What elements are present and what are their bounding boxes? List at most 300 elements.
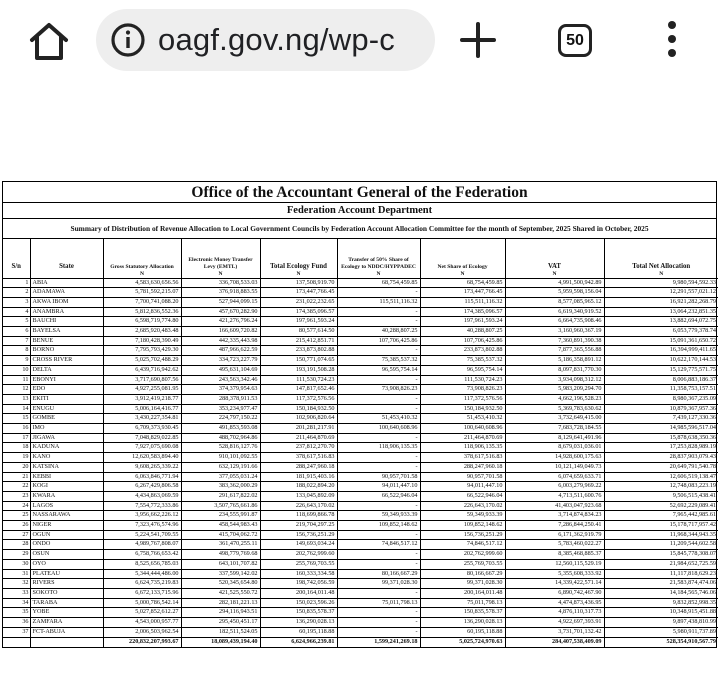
amount-cell: 109,852,148.62 <box>420 521 505 531</box>
table-row <box>3 433 718 443</box>
amount-cell: 173,447,766.45 <box>260 288 337 298</box>
amount-cell: 200,164,011.48 <box>260 589 337 599</box>
amount-cell: 527,944,099.15 <box>181 297 260 307</box>
amount-cell: - <box>337 589 420 599</box>
amount-cell: 118,699,866.78 <box>260 511 337 521</box>
column-header: VAT <box>505 239 604 270</box>
amount-cell: 5,983,209,294.70 <box>505 385 604 395</box>
serial-cell: 35 <box>3 608 30 618</box>
amount-cell: - <box>337 317 420 327</box>
amount-cell: 4,876,110,317.73 <box>505 608 604 618</box>
serial-cell: 10 <box>3 365 30 375</box>
state-cell: ADAMAWA <box>30 288 103 298</box>
amount-cell: 28,837,903,079.43 <box>604 453 718 463</box>
serial-cell: 7 <box>3 336 30 346</box>
amount-cell: 10,121,149,049.73 <box>505 462 604 472</box>
column-header: Gross Statutory Allocation <box>103 239 181 270</box>
amount-cell: 200,164,011.48 <box>420 589 505 599</box>
amount-cell: 4,927,255,081.95 <box>103 385 181 395</box>
amount-cell: 3,714,874,834.23 <box>505 511 604 521</box>
state-cell: TARABA <box>30 598 103 608</box>
table-row <box>3 618 718 628</box>
state-cell: AKWA IBOM <box>30 297 103 307</box>
amount-cell: 8,097,831,770.30 <box>505 365 604 375</box>
amount-cell: 211,464,870.69 <box>260 433 337 443</box>
amount-cell: 233,873,802.88 <box>260 346 337 356</box>
amount-cell: 52,692,229,089.41 <box>604 501 718 511</box>
amount-cell: 9,506,515,438.41 <box>604 491 718 501</box>
amount-cell: 3,912,419,218.77 <box>103 394 181 404</box>
amount-cell: 12,560,115,529.19 <box>505 559 604 569</box>
serial-cell: 23 <box>3 491 30 501</box>
amount-cell: 15,091,361,650.72 <box>604 336 718 346</box>
amount-cell: 378,617,516.83 <box>260 453 337 463</box>
state-cell: KATSINA <box>30 462 103 472</box>
amount-cell: 94,011,447.10 <box>337 482 420 492</box>
amount-cell: 15,878,638,350.36 <box>604 433 718 443</box>
amount-cell: 156,736,251.29 <box>260 530 337 540</box>
amount-cell: 3,732,649,415.00 <box>505 414 604 424</box>
amount-cell: 243,563,342.46 <box>181 375 260 385</box>
state-cell: EDO <box>30 385 103 395</box>
amount-cell: 8,525,656,785.03 <box>103 559 181 569</box>
amount-cell: - <box>337 627 420 637</box>
amount-cell: 117,372,576.56 <box>420 394 505 404</box>
serial-cell: 1 <box>3 278 30 288</box>
amount-cell: 233,873,802.88 <box>420 346 505 356</box>
amount-cell: 173,447,766.45 <box>420 288 505 298</box>
amount-cell: 7,683,728,184.55 <box>505 424 604 434</box>
url-text[interactable]: oagf.gov.ng/wp-c <box>158 22 395 57</box>
home-button[interactable] <box>26 18 72 64</box>
table-row <box>3 453 718 463</box>
amount-cell: 198,742,056.59 <box>260 579 337 589</box>
tabs-icon-count: 50 <box>566 31 584 49</box>
amount-cell: 12,748,083,223.19 <box>604 482 718 492</box>
state-cell <box>30 637 103 647</box>
unit-label: N <box>260 270 337 278</box>
serial-cell: 24 <box>3 501 30 511</box>
amount-cell: 201,281,217.91 <box>260 424 337 434</box>
state-cell: ZAMFARA <box>30 618 103 628</box>
amount-cell: 3,717,690,807.56 <box>103 375 181 385</box>
column-header: Transfer of 50% Share of Ecology to NDDC/HYPPADEC <box>337 239 420 270</box>
table-row <box>3 288 718 298</box>
amount-cell: 334,723,227.79 <box>181 356 260 366</box>
amount-cell: 374,379,954.63 <box>181 385 260 395</box>
amount-cell: 102,906,820.64 <box>260 414 337 424</box>
amount-cell: 7,795,793,429.30 <box>103 346 181 356</box>
state-cell: BAYELSA <box>30 327 103 337</box>
state-cell: DELTA <box>30 365 103 375</box>
state-cell: KEBBI <box>30 472 103 482</box>
amount-cell: - <box>337 530 420 540</box>
amount-cell: 632,129,191.66 <box>181 462 260 472</box>
amount-cell: 8,129,641,491.96 <box>505 433 604 443</box>
amount-cell: 6,074,659,633.71 <box>505 472 604 482</box>
column-header: Total Net Allocation <box>632 262 691 270</box>
serial-cell: 26 <box>3 521 30 531</box>
amount-cell: 11,358,753,157.51 <box>604 385 718 395</box>
amount-cell: 643,101,707.82 <box>181 559 260 569</box>
state-cell: OSUN <box>30 550 103 560</box>
table-row <box>3 569 718 579</box>
amount-cell: 288,247,960.18 <box>260 462 337 472</box>
amount-cell: 111,530,724.23 <box>420 375 505 385</box>
amount-cell: 376,918,883.55 <box>181 288 260 298</box>
amount-cell: 5,006,164,416.77 <box>103 404 181 414</box>
state-cell: OYO <box>30 559 103 569</box>
amount-cell: 211,464,870.69 <box>420 433 505 443</box>
amount-cell: 224,797,150.22 <box>181 414 260 424</box>
amount-cell: 166,609,720.82 <box>181 327 260 337</box>
amount-cell: 188,022,894.20 <box>260 482 337 492</box>
amount-cell: 10,622,170,144.53 <box>604 356 718 366</box>
amount-cell: 3,934,098,312.12 <box>505 375 604 385</box>
amount-cell: 6,672,133,715.96 <box>103 589 181 599</box>
document-subtitle: Federation Account Department <box>3 203 716 219</box>
amount-cell: 3,956,662,226.12 <box>103 511 181 521</box>
amount-cell: 520,345,654.80 <box>181 579 260 589</box>
amount-cell: 59,349,933.39 <box>337 511 420 521</box>
amount-cell: 5,025,702,488.29 <box>103 356 181 366</box>
browser-toolbar <box>0 0 719 90</box>
table-row <box>3 589 718 599</box>
column-header: State <box>30 239 103 270</box>
amount-cell: 14,184,565,746.06 <box>604 589 718 599</box>
amount-cell: - <box>337 404 420 414</box>
more-vert-icon[interactable] <box>664 18 680 62</box>
amount-cell: 11,968,344,943.35 <box>604 530 718 540</box>
amount-cell: 7,439,127,330.36 <box>604 414 718 424</box>
amount-cell: 5,000,786,542.14 <box>103 598 181 608</box>
amount-cell: 75,385,537.32 <box>337 356 420 366</box>
amount-cell: 51,453,410.32 <box>337 414 420 424</box>
unit-label <box>30 270 103 278</box>
serial-cell: 34 <box>3 598 30 608</box>
serial-cell: 18 <box>3 443 30 453</box>
amount-cell: 60,195,118.88 <box>420 627 505 637</box>
amount-cell: 8,679,031,036.01 <box>505 443 604 453</box>
plus-icon <box>458 20 498 60</box>
amount-cell: 910,101,092.55 <box>181 453 260 463</box>
amount-cell: 8,006,883,186.37 <box>604 375 718 385</box>
table-row <box>3 404 718 414</box>
amount-cell: 377,055,031.24 <box>181 472 260 482</box>
amount-cell: 4,991,500,942.89 <box>505 278 604 288</box>
table-row <box>3 579 718 589</box>
amount-cell: 6,598,719,774.80 <box>103 317 181 327</box>
serial-cell: 11 <box>3 375 30 385</box>
serial-cell <box>3 637 30 647</box>
amount-cell: 495,631,104.69 <box>181 365 260 375</box>
amount-cell: 94,011,447.10 <box>420 482 505 492</box>
amount-cell: 4,583,630,656.56 <box>103 278 181 288</box>
amount-cell: 3,430,227,354.81 <box>103 414 181 424</box>
amount-cell: 150,023,596.26 <box>260 598 337 608</box>
table-row <box>3 297 718 307</box>
column-header: Electronic Money Transfer Levy (EMTL) <box>181 239 260 270</box>
serial-cell: 27 <box>3 530 30 540</box>
amount-cell: 99,371,028.30 <box>420 579 505 589</box>
column-header: S/n <box>3 239 30 270</box>
amount-cell: 5,355,608,333.92 <box>505 569 604 579</box>
amount-cell: - <box>337 288 420 298</box>
state-cell: IMO <box>30 424 103 434</box>
serial-cell: 36 <box>3 618 30 628</box>
state-cell: KOGI <box>30 482 103 492</box>
amount-cell: 197,961,593.24 <box>420 317 505 327</box>
serial-cell: 2 <box>3 288 30 298</box>
serial-cell: 6 <box>3 327 30 337</box>
column-header: Net Share of Ecology <box>420 239 505 270</box>
amount-cell: 75,011,798.13 <box>420 598 505 608</box>
amount-cell: 41,403,047,923.68 <box>505 501 604 511</box>
amount-cell: 353,234,977.47 <box>181 404 260 414</box>
amount-cell: 109,852,148.62 <box>337 521 420 531</box>
unit-label: N <box>505 270 604 278</box>
amount-cell: 136,290,028.13 <box>420 618 505 628</box>
state-cell: EKITI <box>30 394 103 404</box>
amount-cell: 73,908,826.23 <box>420 385 505 395</box>
amount-cell: 295,450,451.17 <box>181 618 260 628</box>
amount-cell: 11,117,818,629.23 <box>604 569 718 579</box>
amount-cell: 291,617,822.02 <box>181 491 260 501</box>
amount-cell: 4,474,873,436.95 <box>505 598 604 608</box>
amount-cell: - <box>337 550 420 560</box>
amount-cell: 66,522,946.04 <box>420 491 505 501</box>
table-row <box>3 598 718 608</box>
amount-cell: 100,640,608.96 <box>337 424 420 434</box>
amount-cell: 6,063,846,771.94 <box>103 472 181 482</box>
amount-cell: 5,783,460,022.27 <box>505 540 604 550</box>
amount-cell: 5,369,783,630.62 <box>505 404 604 414</box>
amount-cell: 147,817,652.46 <box>260 385 337 395</box>
amount-cell: 150,835,578.37 <box>260 608 337 618</box>
amount-cell: 107,706,425.86 <box>337 336 420 346</box>
amount-cell: 2,685,920,483.48 <box>103 327 181 337</box>
amount-cell: 5,344,444,486.00 <box>103 569 181 579</box>
state-cell: OGUN <box>30 530 103 540</box>
amount-cell: 182,511,524.05 <box>181 627 260 637</box>
serial-cell: 3 <box>3 297 30 307</box>
state-cell: ABIA <box>30 278 103 288</box>
state-cell: ENUGU <box>30 404 103 414</box>
table-row <box>3 559 718 569</box>
unit-label <box>3 270 30 278</box>
table-row <box>3 336 718 346</box>
allocation-document <box>2 181 717 648</box>
amount-cell: 491,853,593.08 <box>181 424 260 434</box>
amount-cell: 16,921,282,268.79 <box>604 297 718 307</box>
state-cell: JIGAWA <box>30 433 103 443</box>
amount-cell: 149,693,034.24 <box>260 540 337 550</box>
table-row <box>3 530 718 540</box>
home-icon <box>26 18 72 64</box>
amount-cell: 107,706,425.86 <box>420 336 505 346</box>
amount-cell: 12,620,583,894.40 <box>103 453 181 463</box>
amount-cell: 288,247,960.18 <box>420 462 505 472</box>
state-cell: SOKOTO <box>30 589 103 599</box>
amount-cell: 115,511,116.32 <box>420 297 505 307</box>
amount-cell: 75,385,537.32 <box>420 356 505 366</box>
state-cell: FCT-ABUJA <box>30 627 103 637</box>
amount-cell: 174,385,096.57 <box>260 307 337 317</box>
serial-cell: 15 <box>3 414 30 424</box>
amount-cell: 90,957,701.58 <box>420 472 505 482</box>
amount-cell: 5,025,724,970.63 <box>420 637 505 647</box>
state-cell: GOMBE <box>30 414 103 424</box>
amount-cell: 5,812,836,552.36 <box>103 307 181 317</box>
amount-cell: 528,354,910,567.79 <box>666 637 716 645</box>
amount-cell: - <box>337 618 420 628</box>
amount-cell: 8,980,367,235.09 <box>604 394 718 404</box>
amount-cell: - <box>337 375 420 385</box>
amount-cell: 60,195,118.88 <box>260 627 337 637</box>
state-cell: PLATEAU <box>30 569 103 579</box>
amount-cell: 4,434,863,069.59 <box>103 491 181 501</box>
amount-cell: - <box>337 346 420 356</box>
amount-cell: 150,184,932.50 <box>420 404 505 414</box>
amount-cell: 68,754,459.85 <box>420 278 505 288</box>
amount-cell: 294,116,943.51 <box>181 608 260 618</box>
serial-cell: 20 <box>3 462 30 472</box>
state-cell: LAGOS <box>30 501 103 511</box>
amount-cell: 14,339,422,571.14 <box>505 579 604 589</box>
amount-cell: 6,439,716,942.62 <box>103 365 181 375</box>
table-row <box>3 521 718 531</box>
amount-cell: 488,702,964.86 <box>181 433 260 443</box>
table-row <box>3 491 718 501</box>
amount-cell: 7,927,075,690.08 <box>103 443 181 453</box>
serial-cell: 12 <box>3 385 30 395</box>
amount-cell: 150,771,074.65 <box>260 356 337 366</box>
amount-cell: - <box>337 462 420 472</box>
amount-cell: 7,877,365,556.88 <box>505 346 604 356</box>
serial-cell: 4 <box>3 307 30 317</box>
amount-cell: 181,915,403.16 <box>260 472 337 482</box>
amount-cell: 288,378,911.53 <box>181 394 260 404</box>
amount-cell: 9,608,265,339.22 <box>103 462 181 472</box>
address-bar[interactable] <box>96 9 435 71</box>
state-cell: ANAMBRA <box>30 307 103 317</box>
amount-cell: 12,606,519,138.47 <box>604 472 718 482</box>
amount-cell: 59,349,933.39 <box>420 511 505 521</box>
column-header: Total Ecology Fund <box>260 239 337 270</box>
amount-cell: 20,649,791,540.78 <box>604 462 718 472</box>
amount-cell: 4,543,000,957.77 <box>103 618 181 628</box>
tab-switcher-button[interactable] <box>558 24 592 57</box>
info-icon[interactable] <box>110 22 146 58</box>
table-row <box>3 608 718 618</box>
amount-cell: 226,643,170.02 <box>420 501 505 511</box>
serial-cell: 30 <box>3 559 30 569</box>
serial-cell: 31 <box>3 569 30 579</box>
amount-cell: 197,961,593.24 <box>260 317 337 327</box>
serial-cell: 9 <box>3 356 30 366</box>
amount-cell: 528,816,127.76 <box>181 443 260 453</box>
serial-cell: 16 <box>3 424 30 434</box>
state-cell: CROSS RIVER <box>30 356 103 366</box>
amount-cell: 11,209,544,602.58 <box>604 540 718 550</box>
amount-cell: 7,323,476,574.96 <box>103 521 181 531</box>
state-cell: NIGER <box>30 521 103 531</box>
amount-cell: 13,882,694,072.75 <box>604 317 718 327</box>
amount-cell: 9,832,852,998.35 <box>604 598 718 608</box>
amount-cell: 7,965,442,985.61 <box>604 511 718 521</box>
amount-cell: 75,011,798.13 <box>337 598 420 608</box>
table-row <box>3 385 718 395</box>
amount-cell: 100,640,608.96 <box>420 424 505 434</box>
amount-cell: 193,191,508.28 <box>260 365 337 375</box>
amount-cell: 3,731,701,132.42 <box>505 627 604 637</box>
amount-cell: - <box>337 307 420 317</box>
amount-cell: 7,048,829,022.85 <box>103 433 181 443</box>
amount-cell: 2,006,503,962.54 <box>103 627 181 637</box>
amount-cell: 117,372,576.56 <box>260 394 337 404</box>
amount-cell: 7,360,891,390.38 <box>505 336 604 346</box>
state-cell: KADUNA <box>30 443 103 453</box>
amount-cell: 237,812,270.70 <box>260 443 337 453</box>
amount-cell: 6,664,735,908.46 <box>505 317 604 327</box>
amount-cell: 6,624,966,239.81 <box>260 637 337 647</box>
amount-cell: 111,530,724.23 <box>260 375 337 385</box>
table-row <box>3 462 718 472</box>
amount-cell: 5,027,852,612.27 <box>103 608 181 618</box>
amount-cell: 156,736,251.29 <box>420 530 505 540</box>
amount-cell: 8,385,468,885.37 <box>505 550 604 560</box>
table-row <box>3 327 718 337</box>
serial-cell: 33 <box>3 589 30 599</box>
amount-cell: 220,832,207,993.67 <box>103 637 181 647</box>
table-row <box>3 346 718 356</box>
new-tab-button[interactable] <box>458 20 498 60</box>
table-row <box>3 501 718 511</box>
serial-cell: 32 <box>3 579 30 589</box>
amount-cell: 96,595,754.14 <box>420 365 505 375</box>
state-cell: BAUCHI <box>30 317 103 327</box>
amount-cell: 231,022,232.65 <box>260 297 337 307</box>
amount-cell: 137,508,919.70 <box>260 278 337 288</box>
amount-cell: 6,709,373,930.45 <box>103 424 181 434</box>
amount-cell: 12,291,557,021.12 <box>604 288 718 298</box>
allocation-table <box>3 239 718 647</box>
amount-cell: 215,412,851.71 <box>260 336 337 346</box>
state-cell: YOBE <box>30 608 103 618</box>
amount-cell: 90,957,701.58 <box>337 472 420 482</box>
amount-cell: 14,928,600,175.63 <box>505 453 604 463</box>
amount-cell: 68,754,459.85 <box>337 278 420 288</box>
amount-cell: 4,662,196,528.23 <box>505 394 604 404</box>
amount-cell: 6,267,429,806.58 <box>103 482 181 492</box>
amount-cell: 8,577,085,965.12 <box>505 297 604 307</box>
amount-cell: 442,335,443.98 <box>181 336 260 346</box>
amount-cell: 202,762,999.60 <box>260 550 337 560</box>
amount-cell: 361,470,255.11 <box>181 540 260 550</box>
amount-cell: - <box>337 608 420 618</box>
state-cell: ONDO <box>30 540 103 550</box>
table-row <box>3 540 718 550</box>
amount-cell: 6,053,779,378.74 <box>604 327 718 337</box>
amount-cell: 415,704,062.72 <box>181 530 260 540</box>
amount-cell: 234,555,991.87 <box>181 511 260 521</box>
table-row <box>3 307 718 317</box>
amount-cell: 5,781,592,215.07 <box>103 288 181 298</box>
serial-cell: 5 <box>3 317 30 327</box>
amount-cell: 115,511,116.32 <box>337 297 420 307</box>
amount-cell: 5,186,358,891.12 <box>505 356 604 366</box>
table-row <box>3 317 718 327</box>
